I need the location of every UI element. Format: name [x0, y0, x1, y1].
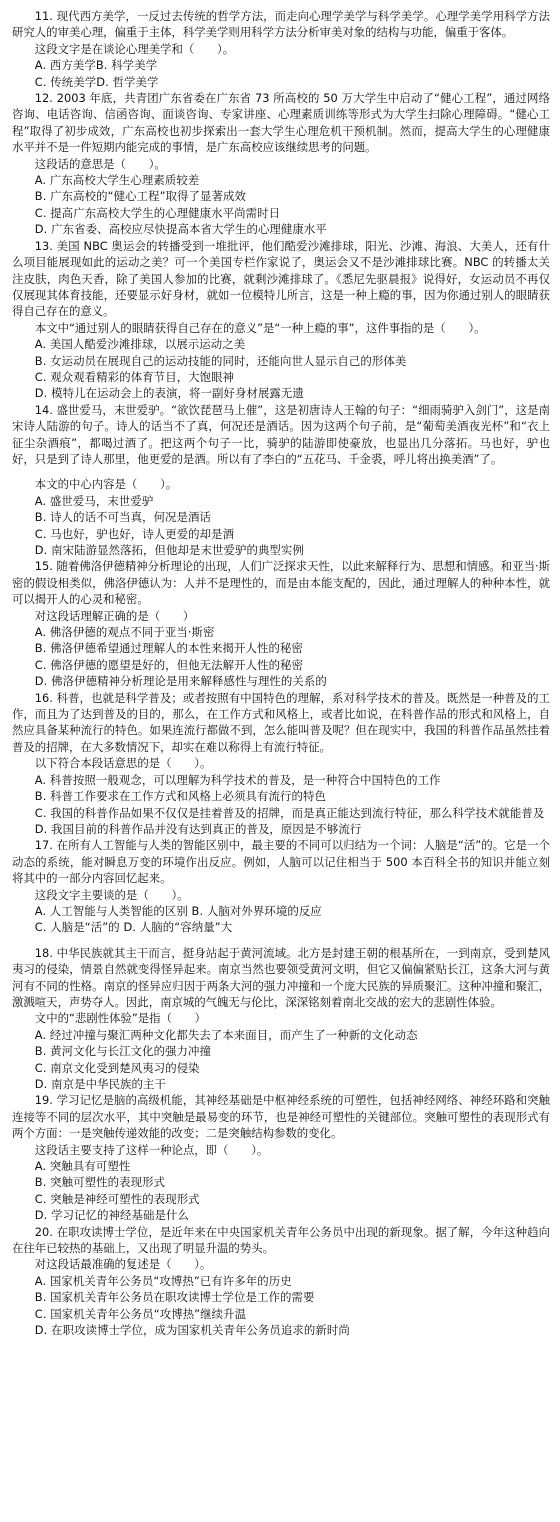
- answer-option: C. 南京文化受到楚风夷习的侵染: [34, 1060, 200, 1075]
- answer-option: A. 广东高校大学生心理素质较差: [34, 173, 200, 188]
- answer-option: B. 突触可塑性的表现形式: [34, 1175, 166, 1190]
- question-14: [12, 402, 550, 559]
- answer-option: A. 经过冲撞与聚汇两种文化都失去了本来面目，而产生了一种新的文化动态: [34, 1027, 418, 1042]
- question-prompt: 文中的“悲剧性体验”是指（ ）: [34, 1011, 207, 1026]
- answer-option: D. 模特儿在运动会上的表演，将一副好身材展露无遗: [34, 386, 304, 401]
- question-17: [12, 837, 550, 935]
- question-16: [12, 690, 550, 838]
- question-prompt: 这段话的意思是（ ）。: [34, 156, 166, 171]
- answer-option: D. 我国目前的科普作品并没有达到真正的普及，原因是不够流行: [34, 821, 362, 836]
- answer-option: B. 国家机关青年公务员在职攻读博士学位是工作的需要: [34, 1290, 315, 1305]
- answer-option: C. 国家机关青年公务员“攻博热”继续升温: [34, 1306, 247, 1321]
- answer-option: C. 佛洛伊德的愿望是好的，但他无法解开人性的秘密: [34, 657, 304, 672]
- question-prompt: 这段文字主要谈的是（ ）。: [34, 887, 189, 902]
- answer-option: B. 科普工作要求在工作方式和风格上必须具有流行的特色: [34, 789, 326, 804]
- answer-option: B. 黄河文化与长江文化的强力冲撞: [34, 1044, 212, 1059]
- answer-option: C. 提高广东高校大学生的心理健康水平尚需时日: [34, 205, 281, 220]
- answer-option: A. 西方美学B. 科学美学: [34, 58, 158, 73]
- answer-option: D. 广东省委、高校应尽快提高本省大学生的心理健康水平: [34, 222, 327, 237]
- question-stem: 16. 科普，也就是科学普及；或者按照有中国特色的理解，系对科学技术的普及。既然是一种普及的工作，而且为了达到普及的目的，那么，在工作方式和风格上，或者比如说，在科普作品的形式和风格上，自然应具备某种流行的特色。如果连流行都做不到，怎么能叫普及呢？但在现实中，我国的科普作品虽然挂着普及的招牌，在大多数情况下，却实在难以称得上有流行特征。: [12, 690, 550, 754]
- question-18: [12, 945, 550, 1093]
- answer-option: A. 美国人酷爱沙滩排球，以展示运动之美: [34, 337, 246, 352]
- question-stem: 19. 学习记忆是脑的高级机能，其神经基础是中枢神经系统的可塑性，包括神经网络、神经环路和突触连接等不同的层次水平，其中突触是最易变的环节，也是神经可塑性的关键部位。突触可塑性的表现形式有两个方面：一是突触传递效能的改变；二是突触结构参数的变化。: [12, 1093, 550, 1141]
- question-stem: 15. 随着佛洛伊德精神分析理论的出现，人们广泛探求天性，以此来解释行为、思想和情感。和亚当·斯密的假设相类似，佛洛伊德认为：人并不是理性的，而是由本能支配的，因此，通过理解人的种种本性，就可以揭开人的心灵和秘密。: [12, 559, 550, 607]
- answer-option: A. 佛洛伊德的观点不同于亚当·斯密: [34, 625, 215, 640]
- answer-option: B. 诗人的话不可当真，何况是酒话: [34, 510, 212, 525]
- question-prompt: 本文的中心内容是（ ）。: [34, 477, 178, 492]
- answer-option: C. 观众观看精彩的体育节目，大饱眼神: [34, 369, 235, 384]
- question-12: [12, 90, 550, 238]
- question-stem: 18. 中华民族就其主干而言，挺身站起于黄河流域。北方是封建王朝的根基所在，一到南京，受到楚风夷习的侵染，情景自然就变得怪异起来。南京当然也要领受黄河文明，但它又偏偏紧贴长江，这条大河与黄河有不同的性格。南京的怪异应归因于两条大河的强力冲撞和一个庞大民族的异质聚汇。这种冲撞和聚汇，激溅喧天，声势夺人。因此，南京城的气魄无与伦比，深深铭刻着南北交战的宏大的悲剧性体验。: [12, 945, 550, 1009]
- answer-option: A. 盛世爱马，末世爱驴: [34, 493, 154, 508]
- answer-option: C. 马也好，驴也好，诗人更爱的却是酒: [34, 526, 235, 541]
- question-20: [12, 1224, 550, 1339]
- answer-option: D. 佛洛伊德精神分析理论是用来解释感性与理性的关系的: [34, 674, 327, 689]
- question-prompt: 这段文字是在谈论心理美学和（ ）。: [34, 41, 235, 56]
- question-prompt: 对这段话理解正确的是（ ）: [34, 608, 195, 623]
- question-13: [12, 238, 550, 402]
- question-stem: 11. 现代西方美学，一反过去传统的哲学方法，而走向心理学美学与科学美学。心理学美学用科学方法研究人的审美心理，偏重于主体，科学美学则用科学方法分析审美对象的结构与功能，偏重于客体。: [12, 9, 550, 40]
- question-prompt: 本文中“通过别人的眼睛获得自己存在的意义”是“一种上瘾的事”，这件事指的是（ ）。: [34, 320, 486, 335]
- question-stem: 13. 美国 NBC 奥运会的转播受到一堆批评，他们酷爱沙滩排球，阳光、沙滩、海浪、大美人，还有什么项目能展现如此的运动之美？可一个美国专栏作家说了，奥运会又不是沙滩排球比赛。NBC 的转播太关注皮肤，肉色天香，除了美国人参加的比赛，就剩沙滩排球了。《悉尼先驱晨报》说得好，女运动员不再仅仅展现其体育技能，还要显示好身材，就如一位模特儿所言，这是一种上瘾的事，因为你通过别人的眼睛获得自己存在的意义。: [12, 238, 550, 319]
- question-stem: 17. 在所有人工智能与人类的智能区别中，最主要的不同可以归结为一个词：人脑是“活”的。它是一个动态的系统，能对瞬息万变的环境作出反应。例如，人脑可以记住相当于 500 本百科全书的知识并能立刻将其中的一部分内容回忆起来。: [12, 838, 550, 886]
- answer-option: C. 传统美学D. 哲学美学: [34, 74, 159, 89]
- answer-option: A. 科普按照一般观念，可以理解为科学技术的普及，是一种符合中国特色的工作: [34, 772, 441, 787]
- question-stem: 12. 2003 年底，共青团广东省委在广东省 73 所高校的 50 万大学生中启动了“健心工程”，通过网络咨询、电话咨询、信函咨询、面谈咨询、专家讲座、心理素质训练等形式为大学生扫除心理障碍。“健心工程”取得了初步成效，广东高校也初步探索出一套大学生心理危机干预机制。然而，提高大学生的心理健康水平并不是一件短期内能完成的事情，是广东高校应该继续思考的问题。: [12, 91, 550, 155]
- question-prompt: 这段话主要支持了这样一种论点，即（ ）。: [34, 1142, 269, 1157]
- answer-option: A. 人工智能与人类智能的区别 B. 人脑对外界环境的反应: [34, 903, 322, 918]
- question-19: [12, 1092, 550, 1223]
- answer-option: C. 突触是神经可塑性的表现形式: [34, 1191, 200, 1206]
- answer-option: B. 广东高校的“健心工程”取得了显著成效: [34, 189, 247, 204]
- answer-option: A. 国家机关青年公务员“攻博热”已有许多年的历史: [34, 1273, 292, 1288]
- answer-option: D. 学习记忆的神经基础是什么: [34, 1208, 189, 1223]
- answer-option: C. 我国的科普作品如果不仅仅是挂着普及的招牌，而是真正能达到流行特征，那么科学技术就能普及: [34, 805, 545, 820]
- answer-option: B. 佛洛伊德希望通过理解人的本性来揭开人性的秘密: [34, 641, 303, 656]
- question-stem: 14. 盛世爱马，末世爱驴。“欲饮琵琶马上催”，这是初唐诗人王翰的句子：“细雨骑驴入剑门”，这是南宋诗人陆游的句子。诗人的话当不了真，何况还是酒话。因为这两个句子前，是“葡萄美酒夜光杯”和“衣上征尘杂酒痕”，都喝过酒了。把这两个句子一比，骑驴的陆游即使豪放，也显出几分落拓。马也好，驴也好，只是到了诗人那里，他更爱的是酒。所以有了李白的“五花马、千金裘，呼儿将出换美酒”了。: [12, 402, 550, 466]
- answer-option: D. 南京是中华民族的主干: [34, 1077, 167, 1091]
- answer-option: A. 突触具有可塑性: [34, 1159, 131, 1174]
- question-stem: 20. 在职攻读博士学位，是近年来在中央国家机关青年公务员中出现的新现象。据了解，今年这种趋向在往年已较热的基础上，又出现了明显升温的势头。: [12, 1224, 550, 1256]
- answer-option: B. 女运动员在展现自己的运动技能的同时，还能向世人显示自己的形体美: [34, 353, 407, 368]
- question-11: [12, 8, 550, 90]
- question-prompt: 对这段话最准确的复述是（ ）。: [34, 1257, 212, 1272]
- question-15: [12, 558, 550, 689]
- answer-option: D. 南宋陆游显然落拓，但他却是末世爱驴的典型实例: [34, 543, 304, 557]
- answer-option: C. 人脑是“活”的 D. 人脑的“容纳量”大: [34, 920, 233, 935]
- question-prompt: 以下符合本段话意思的是（ ）。: [34, 756, 212, 771]
- answer-option: D. 在职攻读博士学位，成为国家机关青年公务员追求的新时尚: [34, 1323, 350, 1338]
